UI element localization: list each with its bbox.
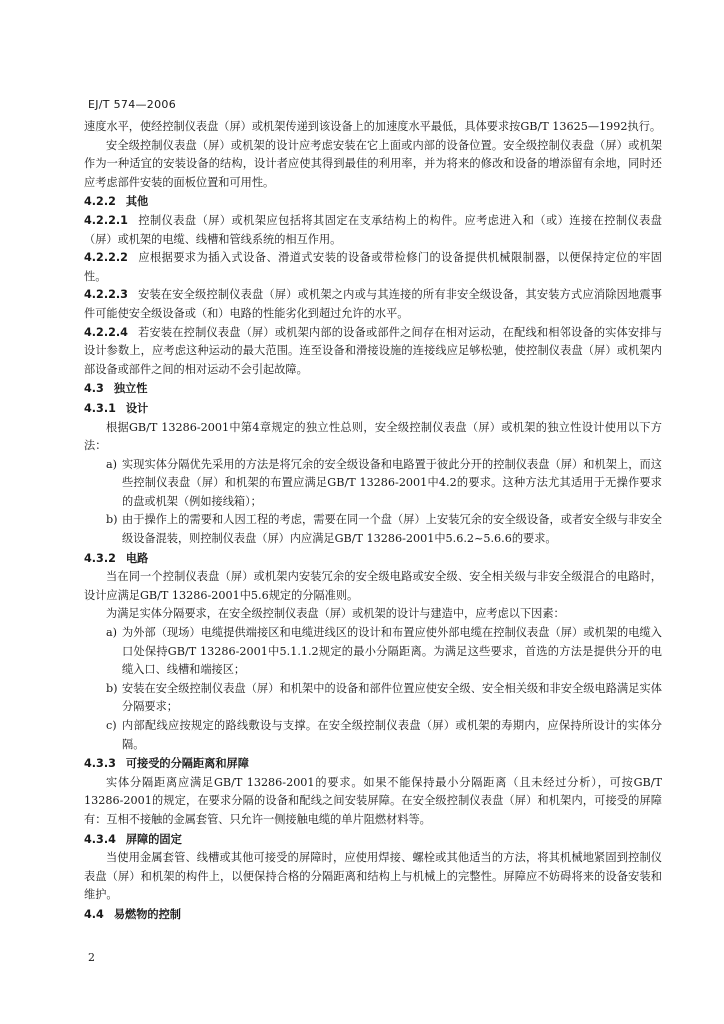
list-item	[84, 456, 662, 512]
list-marker: b)	[106, 513, 118, 527]
clause-number: 4.2.2.3	[84, 288, 128, 302]
clause-text: 若安装在控制仪表盘（屏）或机架内部的设备或部件之间存在相对运动，在配线和相邻设备的实体安排与设计参数上，应考虑这种运动的最大范围。连至设备和滑接设施的连接线应足够松驰，使控制仪表盘（屏）或机架内部设备或部件之间的相对运动不会引起故障。	[84, 325, 662, 376]
list-marker: a)	[106, 457, 118, 471]
paragraph-4-3-2-a: 当在同一个控制仪表盘（屏）或机架内安装冗余的安全级电路或安全级、安全相关级与非安全级混合的电路时，设计应满足GB/T 13286-2001中5.6规定的分隔准则。	[84, 570, 662, 602]
list-item-text: 安装在安全级控制仪表盘（屏）和机架中的设备和部件位置应使安全级、安全相关级和非安全级电路满足实体分隔要求；	[122, 681, 662, 714]
clause-4-2-2-1	[84, 212, 662, 249]
clause-text: 控制仪表盘（屏）或机架应包括将其固定在支承结构上的构件。应考虑进入和（或）连接在控制仪表盘（屏）或机架的电缆、线槽和管线系统的相互作用。	[84, 213, 662, 246]
paragraph-continued: 速度水平，使经控制仪表盘（屏）或机架传递到该设备上的加速度水平最低，具体要求按GB/T 13625—1992执行。	[84, 120, 662, 133]
section-title: 可接受的分隔距离和屏障	[125, 756, 249, 771]
list-item-text: 由于操作上的需要和人因工程的考虑，需要在同一个盘（屏）上安装冗余的安全级设备，或者安全级与非安全级设备混装，则控制仪表盘（屏）内应满足GB/T 13286-2001中5.6.2~5.6.6的要求。	[122, 513, 662, 546]
list-item	[84, 717, 662, 754]
list-marker: a)	[106, 626, 118, 640]
list-4-3-2	[84, 624, 662, 754]
section-title: 独立性	[113, 381, 148, 396]
list-marker: b)	[106, 681, 118, 695]
section-number: 4.3.3	[84, 757, 116, 771]
section-4-3-heading	[84, 379, 662, 399]
section-title: 设计	[125, 400, 149, 415]
list-4-3-1	[84, 456, 662, 549]
list-item	[84, 511, 662, 548]
standard-code: EJ/T 574—2006	[88, 98, 177, 111]
section-number: 4.3.2	[84, 551, 116, 565]
section-number: 4.2.2	[84, 195, 116, 209]
clause-number: 4.2.2.1	[84, 213, 128, 227]
list-marker: c)	[106, 719, 117, 732]
section-number: 4.3	[84, 382, 104, 396]
paragraph-4-3-4: 当使用金属套管、线槽或其他可接受的屏障时，应使用焊接、螺栓或其他适当的方法，将其机械地紧固到控制仪表盘（屏）和机架的构件上，以便保持合格的分隔距离和结构上与机械上的完整性。屏障应不妨碍将来的设备安装和维护。	[84, 851, 662, 902]
clause-number: 4.2.2.2	[84, 251, 128, 265]
section-4-3-3-heading	[84, 754, 662, 774]
section-number: 4.3.4	[84, 832, 116, 846]
clause-text: 安装在安全级控制仪表盘（屏）或机架之内或与其连接的所有非安全级设备，其安装方式应消除因地震事件可能使安全级设备或（和）电路的性能劣化到超过允许的水平。	[84, 288, 662, 320]
list-item-text: 为外部（现场）电缆提供端接区和电缆进线区的设计和布置应使外部电缆在控制仪表盘（屏）或机架的电缆入口处保持GB/T 13286-2001中5.1.1.2规定的最小分隔距离。为满足这些要求，首选的方法是提供分开的电缆入口、线槽和端接区；	[122, 626, 662, 677]
paragraph-layout: 安全级控制仪表盘（屏）或机架的设计应考虑安装在它上面或内部的设备位置。安全级控制仪表盘（屏）或机架作为一种适宜的安装设备的结构，设计者应使其得到最佳的利用率，并为将来的修改和设备的增添留有余地，同时还应考虑部件安装的面板位置和可用性。	[84, 138, 662, 189]
list-item-text: 实现实体分隔优先采用的方法是将冗余的安全级设备和电路置于彼此分开的控制仪表盘（屏）和机架上，而这些控制仪表盘（屏）和机架的布置应满足GB/T 13286-2001中4.2的要求。这种方法尤其适用于无操作要求的盘或机架（例如接线箱）；	[122, 457, 662, 508]
section-4-4-heading	[84, 905, 662, 925]
section-4-3-4-heading	[84, 830, 662, 850]
section-title: 电路	[125, 550, 149, 565]
clause-4-2-2-3	[84, 286, 662, 323]
paragraph-4-3-1: 根据GB/T 13286-2001中第4章规定的独立性总则，安全级控制仪表盘（屏）或机架的独立性设计使用以下方法：	[84, 420, 662, 453]
list-item	[84, 624, 662, 680]
section-4-3-2-heading	[84, 549, 662, 569]
section-number: 4.3.1	[84, 401, 116, 415]
section-4-2-2-heading	[84, 192, 662, 212]
paragraph-4-3-3: 实体分隔距离应满足GB/T 13286-2001的要求。如果不能保持最小分隔距离（且未经过分析），可按GB/T 13286-2001的规定，在要求分隔的设备和配线之间安装屏障。在安全级控制仪表盘（屏）和机架内，可接受的屏障有：互相不接触的金属套管、只允许一侧接触电缆的单片阻燃材料等。	[84, 775, 662, 826]
paragraph-4-3-2-b: 为满足实体分隔要求，在安全级控制仪表盘（屏）或机架的设计与建造中，应考虑以下因素：	[106, 607, 565, 621]
section-title: 其他	[125, 194, 149, 209]
clause-text: 应根据要求为插入式设备、滑道式安装的设备或带检修门的设备提供机械限制器，以便保持定位的牢固性。	[84, 251, 662, 283]
page-content	[84, 118, 662, 925]
clause-number: 4.2.2.4	[84, 325, 128, 339]
section-title: 屏障的固定	[125, 831, 182, 846]
section-title: 易燃物的控制	[113, 906, 181, 921]
section-4-3-1-heading	[84, 399, 662, 419]
clause-4-2-2-4	[84, 324, 662, 380]
clause-4-2-2-2	[84, 249, 662, 286]
page-number: 2	[88, 951, 95, 964]
section-number: 4.4	[84, 907, 104, 921]
list-item	[84, 680, 662, 717]
list-item-text: 内部配线应按规定的路线敷设与支撑。在安全级控制仪表盘（屏）或机架的寿期内，应保持所设计的实体分隔。	[122, 719, 662, 751]
